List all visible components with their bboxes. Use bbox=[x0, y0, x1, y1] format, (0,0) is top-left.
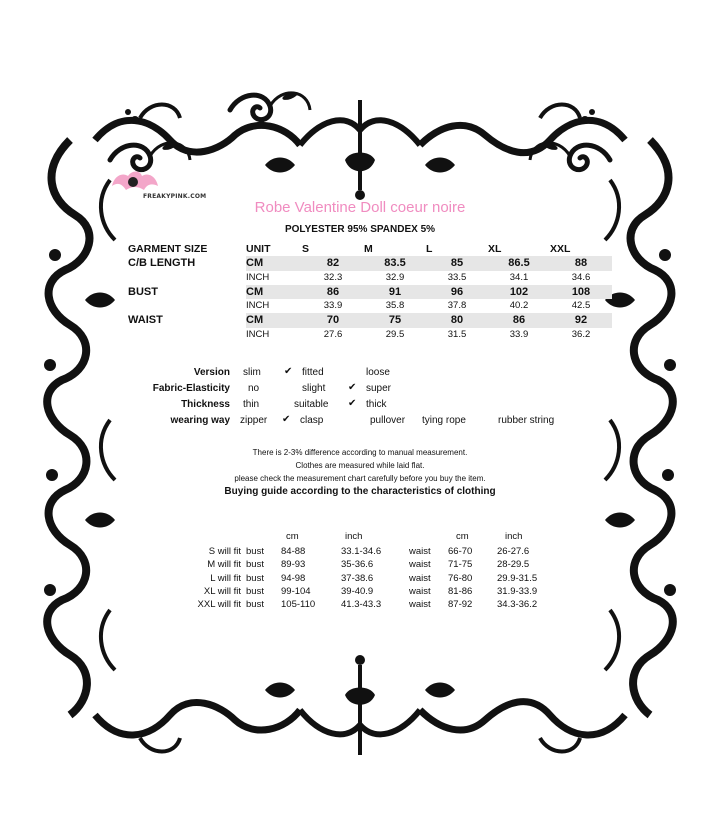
note-difference: There is 2-3% difference according to manual measurement. bbox=[252, 448, 468, 457]
inch-value: 31.5 bbox=[447, 328, 467, 340]
unit-cm: CM bbox=[246, 313, 302, 327]
size-row-cm bbox=[128, 285, 612, 299]
cm-value: 82 bbox=[302, 256, 364, 270]
header-size-xxl: XXL bbox=[550, 243, 571, 255]
cm-value: 80 bbox=[426, 313, 488, 327]
cm-value: 86.5 bbox=[488, 256, 550, 270]
inch-value: 32.3 bbox=[323, 271, 343, 283]
fit-in2: 31.9-33.9 bbox=[497, 585, 538, 597]
fit-size: XL will fit bbox=[203, 585, 241, 597]
cm-value: 86 bbox=[302, 285, 364, 299]
unit-inch: INCH bbox=[246, 328, 270, 340]
fit-part2: waist bbox=[409, 546, 431, 557]
attribute-option: thin bbox=[243, 399, 260, 410]
cm-value: 92 bbox=[550, 313, 612, 327]
attribute-option: slim bbox=[243, 367, 261, 378]
fit-part2: waist bbox=[409, 572, 431, 584]
attribute-option: tying rope bbox=[422, 415, 466, 426]
fit-part1: bust bbox=[246, 572, 264, 584]
inch-value: 42.5 bbox=[571, 300, 591, 312]
measurement-label: WAIST bbox=[128, 313, 246, 327]
note-check-chart: please check the measurement chart carefully before you buy the item. bbox=[234, 474, 486, 483]
note-laid-flat: Clothes are measured while laid flat. bbox=[295, 461, 425, 470]
inch-value: 29.5 bbox=[385, 328, 405, 340]
fit-cm1: 105-110 bbox=[281, 599, 316, 611]
unit-cm: CM bbox=[246, 256, 302, 270]
attribute-option: loose bbox=[366, 367, 390, 378]
fit-cm2: 71-75 bbox=[448, 559, 473, 571]
size-row-inch bbox=[128, 271, 612, 285]
empty-cell bbox=[128, 271, 246, 285]
size-chart-table bbox=[128, 242, 612, 342]
fit-in2: 34.3-36.2 bbox=[497, 599, 538, 611]
header-size-xl: XL bbox=[488, 243, 502, 255]
inch-value: 37.8 bbox=[447, 300, 467, 312]
check-mark-icon: ✔ bbox=[282, 414, 291, 425]
size-row-cm bbox=[128, 313, 612, 327]
empty-cell bbox=[128, 328, 246, 342]
fit-cm2: 81-86 bbox=[448, 585, 473, 597]
inch-value: 35.8 bbox=[385, 300, 405, 312]
inch-value: 32.9 bbox=[385, 271, 405, 283]
fit-part1: bust bbox=[246, 585, 264, 597]
inch-value: 34.1 bbox=[509, 271, 529, 283]
attribute-label: Thickness bbox=[181, 399, 230, 410]
attribute-option: no bbox=[248, 383, 260, 394]
cm-value: 88 bbox=[550, 256, 612, 270]
attribute-option: suitable bbox=[294, 399, 329, 410]
fit-in1: 37-38.6 bbox=[341, 572, 374, 584]
frame-bottom bbox=[95, 655, 625, 755]
attribute-option: clasp bbox=[300, 415, 324, 426]
fit-part1: bust bbox=[246, 599, 264, 611]
logo-text: FREAKYPINK.COM bbox=[143, 193, 207, 200]
fit-cm1: 89-93 bbox=[281, 559, 306, 571]
empty-cell bbox=[128, 299, 246, 313]
material-composition: POLYESTER 95% SPANDEX 5% bbox=[284, 224, 436, 235]
inch-value: 33.5 bbox=[447, 271, 467, 283]
inch-value: 33.9 bbox=[509, 328, 529, 340]
fit-part2: waist bbox=[409, 599, 431, 611]
attribute-option: rubber string bbox=[498, 415, 555, 426]
fit-part1: bust bbox=[246, 559, 264, 571]
attribute-option: super bbox=[366, 383, 392, 394]
fit-header-cm-2: cm bbox=[456, 531, 469, 542]
header-size-s: S bbox=[302, 243, 310, 255]
size-row-cm bbox=[128, 256, 612, 270]
frame-top bbox=[95, 90, 625, 200]
fit-in2: 29.9-31.5 bbox=[497, 572, 538, 584]
fit-in1: 41.3-43.3 bbox=[341, 599, 382, 611]
unit-cm: CM bbox=[246, 285, 302, 299]
attribute-option: fitted bbox=[302, 367, 324, 378]
fit-in2: 28-29.5 bbox=[497, 559, 530, 571]
attribute-label: Fabric-Elasticity bbox=[152, 383, 230, 394]
measurement-label: C/B LENGTH bbox=[128, 256, 246, 270]
fit-cm1: 99-104 bbox=[281, 585, 311, 597]
unit-inch: INCH bbox=[246, 300, 270, 312]
header-garment-size: GARMENT SIZE bbox=[128, 243, 208, 255]
fit-in1: 33.1-34.6 bbox=[341, 546, 382, 557]
fit-in1: 35-36.6 bbox=[341, 559, 374, 571]
cm-value: 85 bbox=[426, 256, 488, 270]
fit-part2: waist bbox=[409, 585, 431, 597]
cm-value: 86 bbox=[488, 313, 550, 327]
unit-inch: INCH bbox=[246, 271, 270, 283]
measurement-label: BUST bbox=[128, 285, 246, 299]
buying-guide-title: Buying guide according to the characteristics of clothing bbox=[224, 486, 496, 497]
attribute-label: Version bbox=[193, 367, 230, 378]
cm-value: 70 bbox=[302, 313, 364, 327]
fit-size: M will fit bbox=[207, 559, 241, 571]
fit-size: S will fit bbox=[208, 546, 241, 557]
bat-logo-icon bbox=[112, 172, 158, 191]
cm-value: 108 bbox=[550, 285, 612, 299]
cm-value: 83.5 bbox=[364, 256, 426, 270]
size-table-header bbox=[128, 242, 612, 256]
header-unit: UNIT bbox=[246, 243, 271, 255]
attribute-option: zipper bbox=[240, 415, 268, 426]
fit-cm2: 87-92 bbox=[448, 599, 473, 611]
fit-cm2: 66-70 bbox=[448, 546, 473, 557]
fit-header-inch: inch bbox=[345, 531, 363, 542]
attribute-label: wearing way bbox=[170, 415, 230, 426]
size-row-inch bbox=[128, 328, 612, 342]
fit-cm2: 76-80 bbox=[448, 572, 473, 584]
header-size-l: L bbox=[426, 243, 433, 255]
fit-header-cm: cm bbox=[286, 531, 299, 542]
fit-size: L will fit bbox=[210, 572, 241, 584]
cm-value: 75 bbox=[364, 313, 426, 327]
fit-in1: 39-40.9 bbox=[341, 585, 374, 597]
fit-header-inch-2: inch bbox=[505, 531, 523, 542]
check-mark-icon: ✔ bbox=[348, 382, 357, 393]
check-mark-icon: ✔ bbox=[348, 398, 357, 409]
size-row-inch bbox=[128, 299, 612, 313]
fit-cm1: 94-98 bbox=[281, 572, 306, 584]
fit-cm1: 84-88 bbox=[281, 546, 306, 557]
attribute-option: slight bbox=[302, 383, 326, 394]
inch-value: 27.6 bbox=[323, 328, 343, 340]
cm-value: 96 bbox=[426, 285, 488, 299]
inch-value: 40.2 bbox=[509, 300, 529, 312]
product-title: Robe Valentine Doll coeur noire bbox=[254, 199, 466, 216]
cm-value: 91 bbox=[364, 285, 426, 299]
cm-value: 102 bbox=[488, 285, 550, 299]
attribute-option: pullover bbox=[370, 415, 406, 426]
inch-value: 36.2 bbox=[571, 328, 591, 340]
fit-size: XXL will fit bbox=[197, 599, 241, 611]
fit-part1: bust bbox=[246, 546, 264, 557]
attribute-option: thick bbox=[366, 399, 387, 410]
fit-in2: 26-27.6 bbox=[497, 546, 530, 557]
inch-value: 34.6 bbox=[571, 271, 591, 283]
fit-part2: waist bbox=[409, 559, 431, 571]
check-mark-icon: ✔ bbox=[284, 366, 293, 377]
header-size-m: M bbox=[364, 243, 373, 255]
inch-value: 33.9 bbox=[323, 300, 343, 312]
